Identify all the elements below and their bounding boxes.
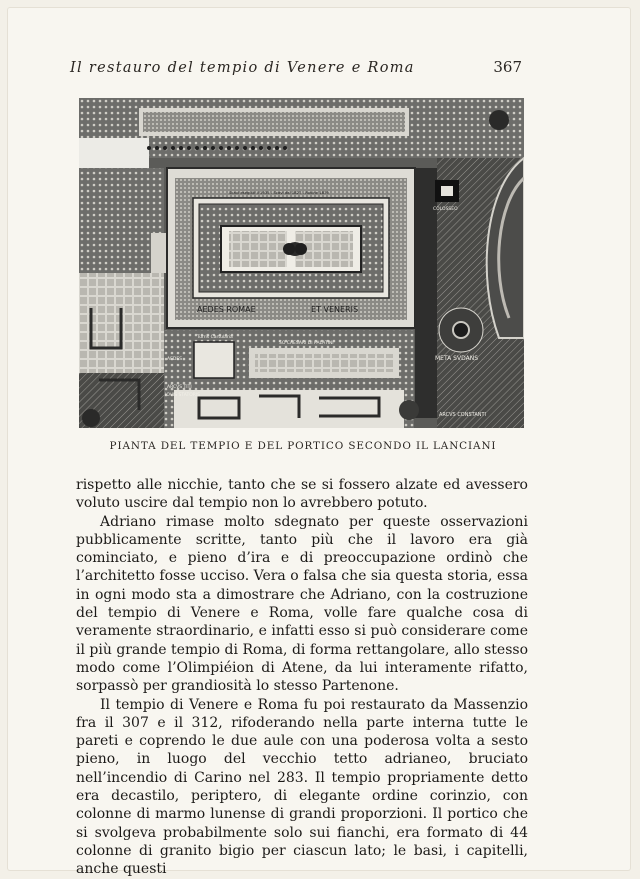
map-label-et-veneris: ET VENERIS [311, 305, 359, 314]
map-label-statoria: IOVIS STATORIS [165, 393, 201, 398]
temple-plan-map [79, 98, 524, 428]
map-label-meta-sudans: META SVDANS [435, 355, 479, 362]
map-label-aedes: AEDES ROMAE [197, 305, 256, 314]
temple-plan-figure [79, 98, 524, 428]
body-text [76, 476, 528, 879]
map-label-caesari: SO CAESARI DI PALATINI [279, 341, 334, 346]
map-annotation: Scavi eseguiti il 1935 - Scavi dal 1827 - Rovine 1879 [229, 190, 329, 195]
map-label-arcus-titi: ARCVS TITI [167, 385, 192, 390]
running-title: Il restauro del tempio di Venere e Roma [70, 60, 415, 76]
map-label-turris: Turris Cartularia [197, 335, 233, 340]
map-label-colosseo: COLOSSEO [433, 207, 458, 212]
map-label-arcus-constantini: ARCVS CONSTANTI [439, 412, 487, 418]
map-label-aedes-small: AEDES [167, 357, 183, 362]
paragraph-3: Il tempio di Venere e Roma fu poi restaurato da Massenzio fra il 307 e il 312, rifoderando nella parte interna tutte le pareti e coprendo le due aule con una poderosa volta a sesto pieno, in luogo del vecchio tetto adrianeo, bruciato nell’incendio di Carino nel 283. Il tempio propriamente detto era decastilo, periptero, di elegante ordine corinzio, con colonne di marmo lunense di grandi proporzioni. Il portico che si svolgeva probabilmente solo sui fianchi, era formato di 44 colonne di granito bigio per ciascun lato; le basi, i capitelli, anche questi [76, 696, 528, 878]
figure-caption: PIANTA DEL TEMPIO E DEL PORTICO SECONDO IL LANCIANI [109, 440, 497, 452]
book-page [8, 8, 630, 878]
page-number: 367 [493, 58, 522, 76]
page-header [70, 60, 522, 80]
paragraph-1: rispetto alle nicchie, tanto che se si fossero alzate ed avessero voluto uscire dal tempio non lo avrebbero potuto. [76, 477, 528, 512]
paragraph-2: Adriano rimase molto sdegnato per queste osservazioni pubblicamente scritte, tanto più che il lavoro era già cominciato, e pieno d’ira e di preoccupazione ordinò che l’architetto fosse ucciso. Vera o falsa che sia questa storia, essa in ogni modo sta a dimostrare che Adriano, con la costruzione del tempio di Venere e Roma, volle fare qualche cosa di veramente straordinario, e infatti esso si può considerare come il più grande tempio di Roma, di forma rettangolare, allo stesso modo come l’Olimpiéion di Atene, da lui interamente rifatto, sorpassò per grandiosità lo stesso Partenone. [76, 513, 528, 695]
